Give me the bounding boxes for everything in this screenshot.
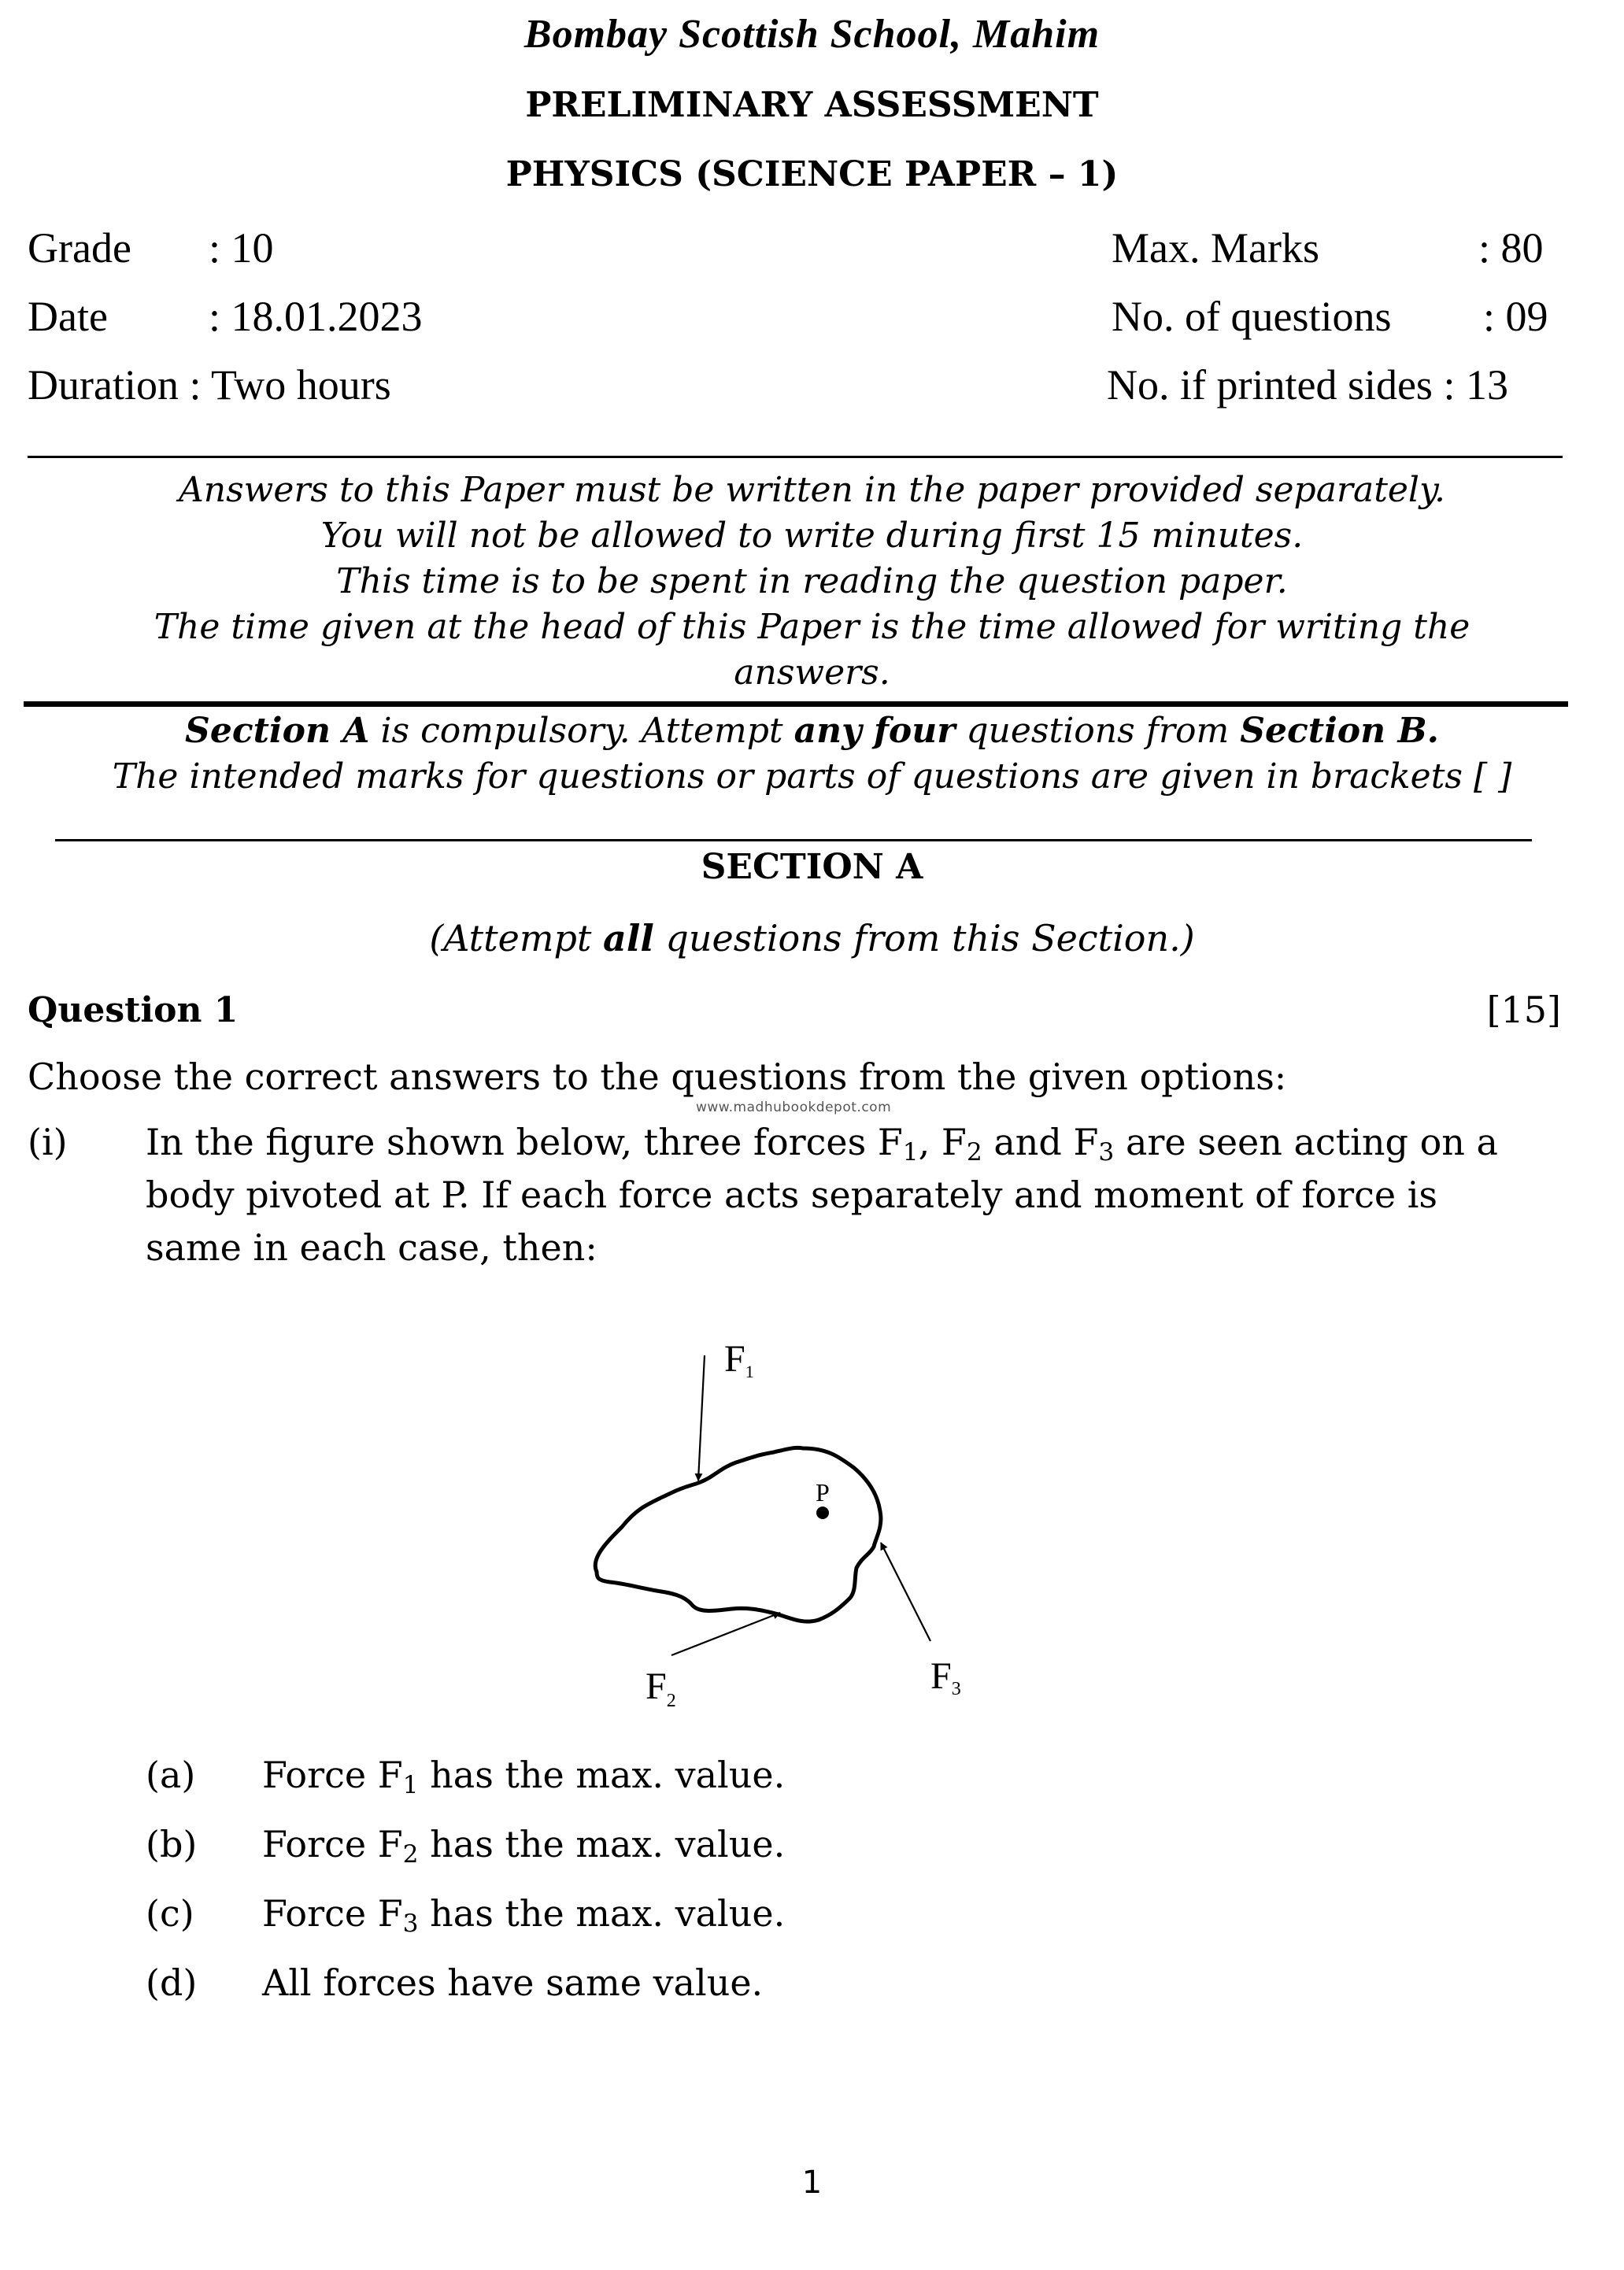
- meta-grade: [28, 224, 274, 272]
- meta-date: [28, 293, 423, 340]
- meta-sep: :: [1483, 293, 1496, 340]
- instruction-line: The time given at the head of this Paper is the time allowed for writing the: [154, 607, 1470, 647]
- instruction-line: Answers to this Paper must be written in the paper provided separately.: [178, 470, 1445, 510]
- watermark: www.madhubookdepot.com: [696, 1100, 892, 1115]
- option-label-b: (b): [146, 1823, 198, 1865]
- subject-title: PHYSICS (SCIENCE PAPER – 1): [505, 154, 1119, 194]
- meta-sep: :: [1443, 361, 1456, 409]
- instruction-line: You will not be allowed to write during first 15 minutes.: [320, 516, 1304, 556]
- option-text-b: [262, 1823, 786, 1869]
- meta-value: 13: [1465, 361, 1508, 409]
- option-text-d: [262, 1961, 763, 2004]
- meta-label: No. if printed sides: [1107, 361, 1433, 409]
- meta-value: 18.01.2023: [231, 293, 423, 340]
- text-run: are seen acting on a: [1114, 1121, 1498, 1163]
- subscript: 1: [902, 1137, 919, 1166]
- meta-value: Two hours: [211, 361, 391, 409]
- option-label-d: (d): [146, 1961, 198, 2004]
- text-run: has the max. value.: [418, 1754, 786, 1796]
- subscript: 2: [966, 1137, 982, 1166]
- text-run: Force F: [262, 1823, 403, 1865]
- instruction-line: This time is to be spent in reading the question paper.: [336, 561, 1288, 601]
- meta-value: 10: [231, 224, 274, 272]
- option-label-a: (a): [146, 1754, 196, 1796]
- note-text: (Attempt: [429, 917, 604, 959]
- meta-label: Duration: [28, 361, 179, 409]
- meta-sep: :: [1478, 224, 1491, 272]
- sub-question-line: [146, 1116, 1594, 1169]
- note-emphasis: all: [603, 917, 654, 959]
- divider-line: [55, 839, 1532, 841]
- meta-label: Date: [28, 293, 108, 340]
- text-run: and F: [982, 1121, 1099, 1163]
- instruction-line: answers.: [734, 653, 890, 693]
- question-lead: Choose the correct answers to the questions from the given options:: [28, 1056, 1287, 1098]
- meta-label: Max. Marks: [1112, 224, 1319, 272]
- sub-question-line: same in each case, then:: [146, 1226, 597, 1269]
- force-f2-arrow: [671, 1613, 780, 1655]
- section-b-emphasis: Section B.: [1240, 711, 1439, 751]
- rules-text: questions from: [955, 711, 1241, 751]
- force-diagram: [567, 1307, 1008, 1716]
- force-f1-label: F1: [724, 1338, 754, 1381]
- instructions-block: [0, 468, 1624, 696]
- sub-question-number: (i): [28, 1121, 68, 1163]
- sub-question-text: [146, 1116, 1594, 1274]
- text-run: Force F: [262, 1892, 403, 1935]
- meta-num-questions: [1112, 293, 1548, 340]
- meta-label: Grade: [28, 224, 131, 272]
- divider-line: [28, 456, 1563, 458]
- option-text-a: [262, 1754, 786, 1799]
- meta-value: 09: [1505, 293, 1548, 340]
- pivot-point: [816, 1507, 829, 1519]
- text-run: Force F: [262, 1754, 403, 1796]
- sub-question-line: body pivoted at P. If each force acts separately and moment of force is: [146, 1174, 1438, 1216]
- subscript: 2: [402, 1839, 419, 1869]
- text-run: has the max. value.: [418, 1823, 786, 1865]
- section-rules: [0, 708, 1624, 800]
- exam-title: PRELIMINARY ASSESSMENT: [525, 85, 1099, 125]
- page-number: 1: [801, 2165, 823, 2201]
- rigid-body-outline: [595, 1447, 881, 1621]
- text-run: , F: [918, 1121, 967, 1163]
- section-a-emphasis: Section A: [185, 711, 370, 751]
- option-text-c: [262, 1892, 786, 1938]
- meta-max-marks: [1112, 224, 1544, 272]
- section-rules-line-2: The intended marks for questions or parts of questions are given in brackets [ ]: [112, 756, 1512, 797]
- question-marks: [15]: [1486, 989, 1561, 1031]
- text-run: All forces have same value.: [262, 1961, 764, 2004]
- force-f3-arrow: [881, 1543, 930, 1641]
- text-run: In the figure shown below, three forces F: [146, 1121, 903, 1163]
- meta-sep: :: [189, 361, 202, 409]
- subscript: 3: [1098, 1137, 1115, 1166]
- meta-sep: :: [209, 293, 221, 340]
- meta-value: 80: [1500, 224, 1544, 272]
- force-f1-arrow: [698, 1355, 705, 1481]
- pivot-label: P: [816, 1478, 830, 1507]
- option-label-c: (c): [146, 1892, 194, 1935]
- meta-sep: :: [209, 224, 221, 272]
- meta-duration: [28, 361, 391, 409]
- question-title: Question 1: [28, 990, 239, 1030]
- meta-printed-sides: [1107, 361, 1508, 409]
- any-four-emphasis: any four: [794, 711, 956, 751]
- note-text: questions from this Section.): [653, 917, 1195, 959]
- subscript: 3: [402, 1909, 419, 1938]
- subscript: 1: [402, 1770, 419, 1799]
- section-a-note: [0, 917, 1624, 959]
- section-rules-line-1: [0, 708, 1624, 754]
- section-a-title: SECTION A: [701, 847, 923, 887]
- thick-divider-line: [24, 701, 1568, 707]
- force-f2-label: $F_2$: [646, 1666, 676, 1711]
- rules-text: is compulsory. Attempt: [369, 711, 794, 751]
- meta-label: No. of questions: [1112, 293, 1392, 340]
- text-run: has the max. value.: [418, 1892, 786, 1935]
- school-name: Bombay Scottish School, Mahim: [523, 12, 1101, 57]
- force-f3-label: F3: [930, 1655, 961, 1699]
